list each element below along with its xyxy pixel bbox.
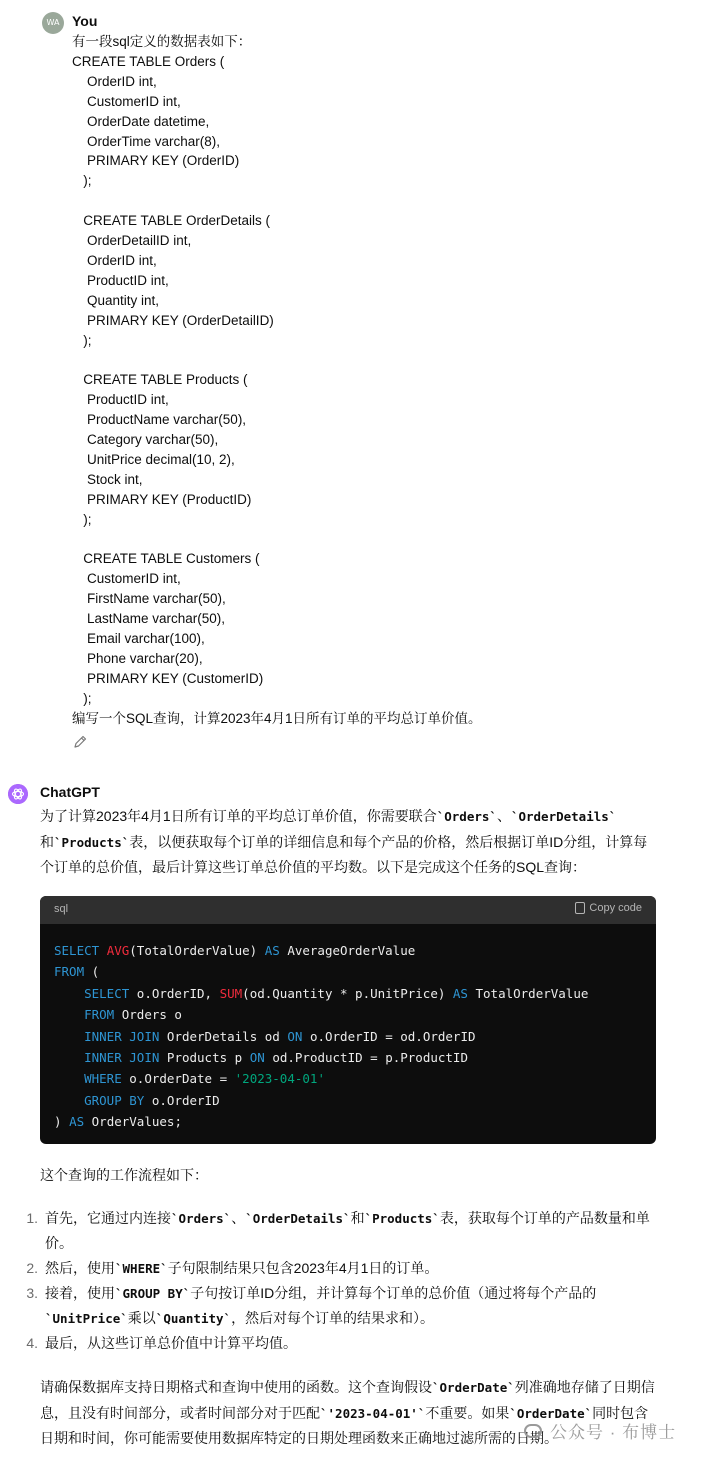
step-text: 然后，使用 bbox=[45, 1260, 115, 1276]
message-line: ProductID int, bbox=[72, 272, 169, 288]
message-line: Category varchar(50), bbox=[72, 432, 219, 447]
list-item-text bbox=[45, 1256, 657, 1281]
code-token: ON bbox=[287, 1028, 303, 1044]
code-header bbox=[40, 896, 656, 924]
chatgpt-logo-icon bbox=[8, 784, 28, 804]
code-token: WHERE bbox=[84, 1071, 122, 1087]
inline-code: `OrderDetails` bbox=[510, 809, 617, 824]
code-token: JOIN bbox=[129, 1050, 160, 1066]
message-line: UnitPrice decimal(10, 2), bbox=[72, 451, 235, 467]
intro-text: 为了计算2023年4月1日所有订单的平均总订单价值，你需要联合 bbox=[40, 808, 437, 824]
code-token: o.OrderID = od.OrderID bbox=[309, 1028, 476, 1044]
code-token: ) bbox=[54, 1114, 62, 1130]
inline-code: `UnitPrice` bbox=[45, 1311, 128, 1326]
list-item-number: 4. bbox=[26, 1335, 38, 1351]
intro-text: 和 bbox=[40, 833, 54, 850]
inline-code: `Quantity` bbox=[155, 1311, 232, 1326]
step-text: 子句限制结果只包含2023年4月1日的订单。 bbox=[167, 1260, 439, 1276]
message-line: PRIMARY KEY (CustomerID) bbox=[72, 670, 264, 686]
step-text: 子句按订单ID分组，并计算每个订单的总价值（通过将每个产品的 bbox=[190, 1285, 597, 1301]
note-text: 不重要。如果 bbox=[425, 1404, 510, 1421]
code-token: SELECT bbox=[54, 943, 100, 958]
message-line: OrderTime varchar(8), bbox=[72, 133, 221, 149]
message-line: ); bbox=[72, 511, 92, 527]
message-line: LastName varchar(50), bbox=[72, 611, 226, 627]
code-block bbox=[40, 896, 656, 1144]
code-token: BY bbox=[129, 1092, 145, 1108]
step-text: 接着，使用 bbox=[45, 1285, 115, 1301]
list-item-number: 1. bbox=[26, 1210, 38, 1226]
user-avatar: WA bbox=[42, 12, 64, 34]
inline-code: `Orders` bbox=[171, 1211, 232, 1226]
intro-text: 、 bbox=[496, 808, 511, 824]
message-line: Stock int, bbox=[72, 471, 143, 487]
message-line: 有一段sql定义的数据表如下： bbox=[72, 34, 252, 49]
inline-code: `Orders` bbox=[436, 809, 497, 824]
message-line: Phone varchar(20), bbox=[72, 650, 203, 666]
message-line: CustomerID int, bbox=[72, 93, 181, 109]
code-token: OrderValues; bbox=[91, 1114, 182, 1130]
assistant-name: ChatGPT bbox=[40, 784, 100, 800]
code-token: GROUP bbox=[84, 1092, 122, 1108]
inline-code: `Products` bbox=[364, 1211, 440, 1226]
message-line: ); bbox=[72, 332, 92, 348]
step-text: 和 bbox=[350, 1210, 365, 1226]
step-text: 乘以 bbox=[127, 1310, 156, 1326]
message-line: CREATE TABLE Customers ( bbox=[72, 551, 260, 567]
code-token: o.OrderDate = bbox=[129, 1071, 228, 1087]
step-text: ，然后对每个订单的结果求和）。 bbox=[231, 1310, 435, 1326]
pencil-icon[interactable] bbox=[72, 734, 88, 750]
message-line: CREATE TABLE OrderDetails ( bbox=[72, 213, 271, 229]
code-token: AS bbox=[264, 943, 280, 958]
clipboard-icon bbox=[575, 902, 585, 914]
message-line: Email varchar(100), bbox=[72, 631, 205, 646]
inline-code: `Products` bbox=[54, 834, 130, 850]
code-token: AVG bbox=[106, 943, 130, 958]
watermark bbox=[524, 1418, 676, 1443]
code-language-label: sql bbox=[54, 903, 69, 915]
code-token: OrderDetails od bbox=[166, 1028, 280, 1044]
intro-paragraph bbox=[40, 804, 660, 880]
note-text: 请确保数据库支持日期格式和查询中使用的函数。这个查询假设 bbox=[40, 1379, 432, 1395]
message-line: ProductID int, bbox=[72, 392, 169, 408]
inline-code: `OrderDate` bbox=[509, 1405, 593, 1421]
step-text: 首先，它通过内连接 bbox=[45, 1210, 171, 1226]
watermark-text: 公众号 · 布博士 bbox=[550, 1423, 677, 1442]
code-token: INNER bbox=[84, 1028, 122, 1044]
message-line: OrderID int, bbox=[72, 73, 157, 89]
code-token: o.OrderID bbox=[151, 1092, 220, 1108]
message-line: 编写一个SQL查询，计算2023年4月1日所有订单的平均总订单价值。 bbox=[72, 710, 482, 726]
message-line: FirstName varchar(50), bbox=[72, 591, 226, 607]
message-line: OrderDetailID int, bbox=[72, 233, 192, 248]
code-token: AverageOrderValue bbox=[287, 943, 416, 958]
note-text: 列准确地存储了日期信息，且没有时间部分，或者时间部分对于匹配 bbox=[40, 1379, 655, 1421]
code-token: TotalOrderValue bbox=[475, 985, 589, 1001]
inline-code: `OrderDate` bbox=[432, 1380, 515, 1395]
message-line: CREATE TABLE Orders ( bbox=[72, 53, 225, 69]
code-token: Products p bbox=[166, 1050, 243, 1066]
message-line: OrderID int, bbox=[72, 252, 157, 268]
inline-code: `WHERE` bbox=[115, 1261, 168, 1276]
inline-code: `'2023-04-01'` bbox=[320, 1405, 426, 1421]
code-token: ( bbox=[91, 964, 100, 980]
code-token: INNER bbox=[84, 1050, 122, 1066]
code-token: od.ProductID = p.ProductID bbox=[272, 1050, 468, 1066]
code-token: SELECT bbox=[84, 985, 130, 1001]
code-token: JOIN bbox=[129, 1028, 160, 1044]
note-text: 同时包含日期和时间，你可能需要使用数据库特定的日期处理函数来正确地过滤所需的日期。 bbox=[40, 1404, 649, 1446]
code-token: AS bbox=[69, 1114, 85, 1130]
user-name: You bbox=[72, 13, 98, 29]
code-token: AS bbox=[452, 985, 468, 1001]
code-token: Orders o bbox=[121, 1007, 182, 1023]
message-line: PRIMARY KEY (OrderDetailID) bbox=[72, 312, 274, 328]
message-line: CustomerID int, bbox=[72, 571, 181, 587]
list-item-text bbox=[45, 1281, 657, 1331]
code-token: '2023-04-01' bbox=[234, 1071, 325, 1087]
message-line: Quantity int, bbox=[72, 292, 160, 308]
step-text: 表，获取每个订单的产品数量和单价。 bbox=[45, 1210, 650, 1251]
message-line: ); bbox=[72, 173, 92, 189]
list-item-text bbox=[45, 1206, 657, 1256]
step-text: 、 bbox=[231, 1210, 246, 1226]
copy-code-button[interactable] bbox=[575, 902, 642, 914]
message-line: OrderDate datetime, bbox=[72, 113, 210, 129]
flow-label: 这个查询的工作流程如下： bbox=[40, 1167, 208, 1183]
code-token: (od.Quantity * p.UnitPrice) bbox=[242, 985, 446, 1001]
message-line: ); bbox=[72, 690, 92, 706]
list-item-number: 3. bbox=[26, 1285, 38, 1301]
inline-code: `GROUP BY` bbox=[115, 1286, 191, 1301]
list-item-number: 2. bbox=[26, 1260, 38, 1276]
code-token: FROM bbox=[84, 1007, 115, 1023]
code-token: (TotalOrderValue) bbox=[129, 943, 258, 958]
wechat-icon bbox=[524, 1424, 542, 1438]
code-token: FROM bbox=[54, 964, 85, 980]
message-line: CREATE TABLE Products ( bbox=[72, 372, 248, 388]
list-item-text: 最后，从这些订单总价值中计算平均值。 bbox=[45, 1335, 297, 1351]
message-line: PRIMARY KEY (ProductID) bbox=[72, 491, 252, 507]
code-content bbox=[54, 940, 588, 1133]
code-token: ON bbox=[249, 1050, 265, 1066]
message-line: ProductName varchar(50), bbox=[72, 412, 247, 428]
copy-code-label: Copy code bbox=[589, 902, 642, 914]
inline-code: `OrderDetails` bbox=[245, 1211, 351, 1226]
message-line: PRIMARY KEY (OrderID) bbox=[72, 153, 240, 169]
code-token: o.OrderID, bbox=[136, 985, 213, 1001]
intro-text: 表，以便获取每个订单的详细信息和每个产品的价格，然后根据订单ID分组，计算每个订单的总价值，最后计算这些订单总价值的平均数。以下是完成这个任务的SQL查询： bbox=[40, 833, 648, 875]
code-token: SUM bbox=[219, 985, 243, 1001]
